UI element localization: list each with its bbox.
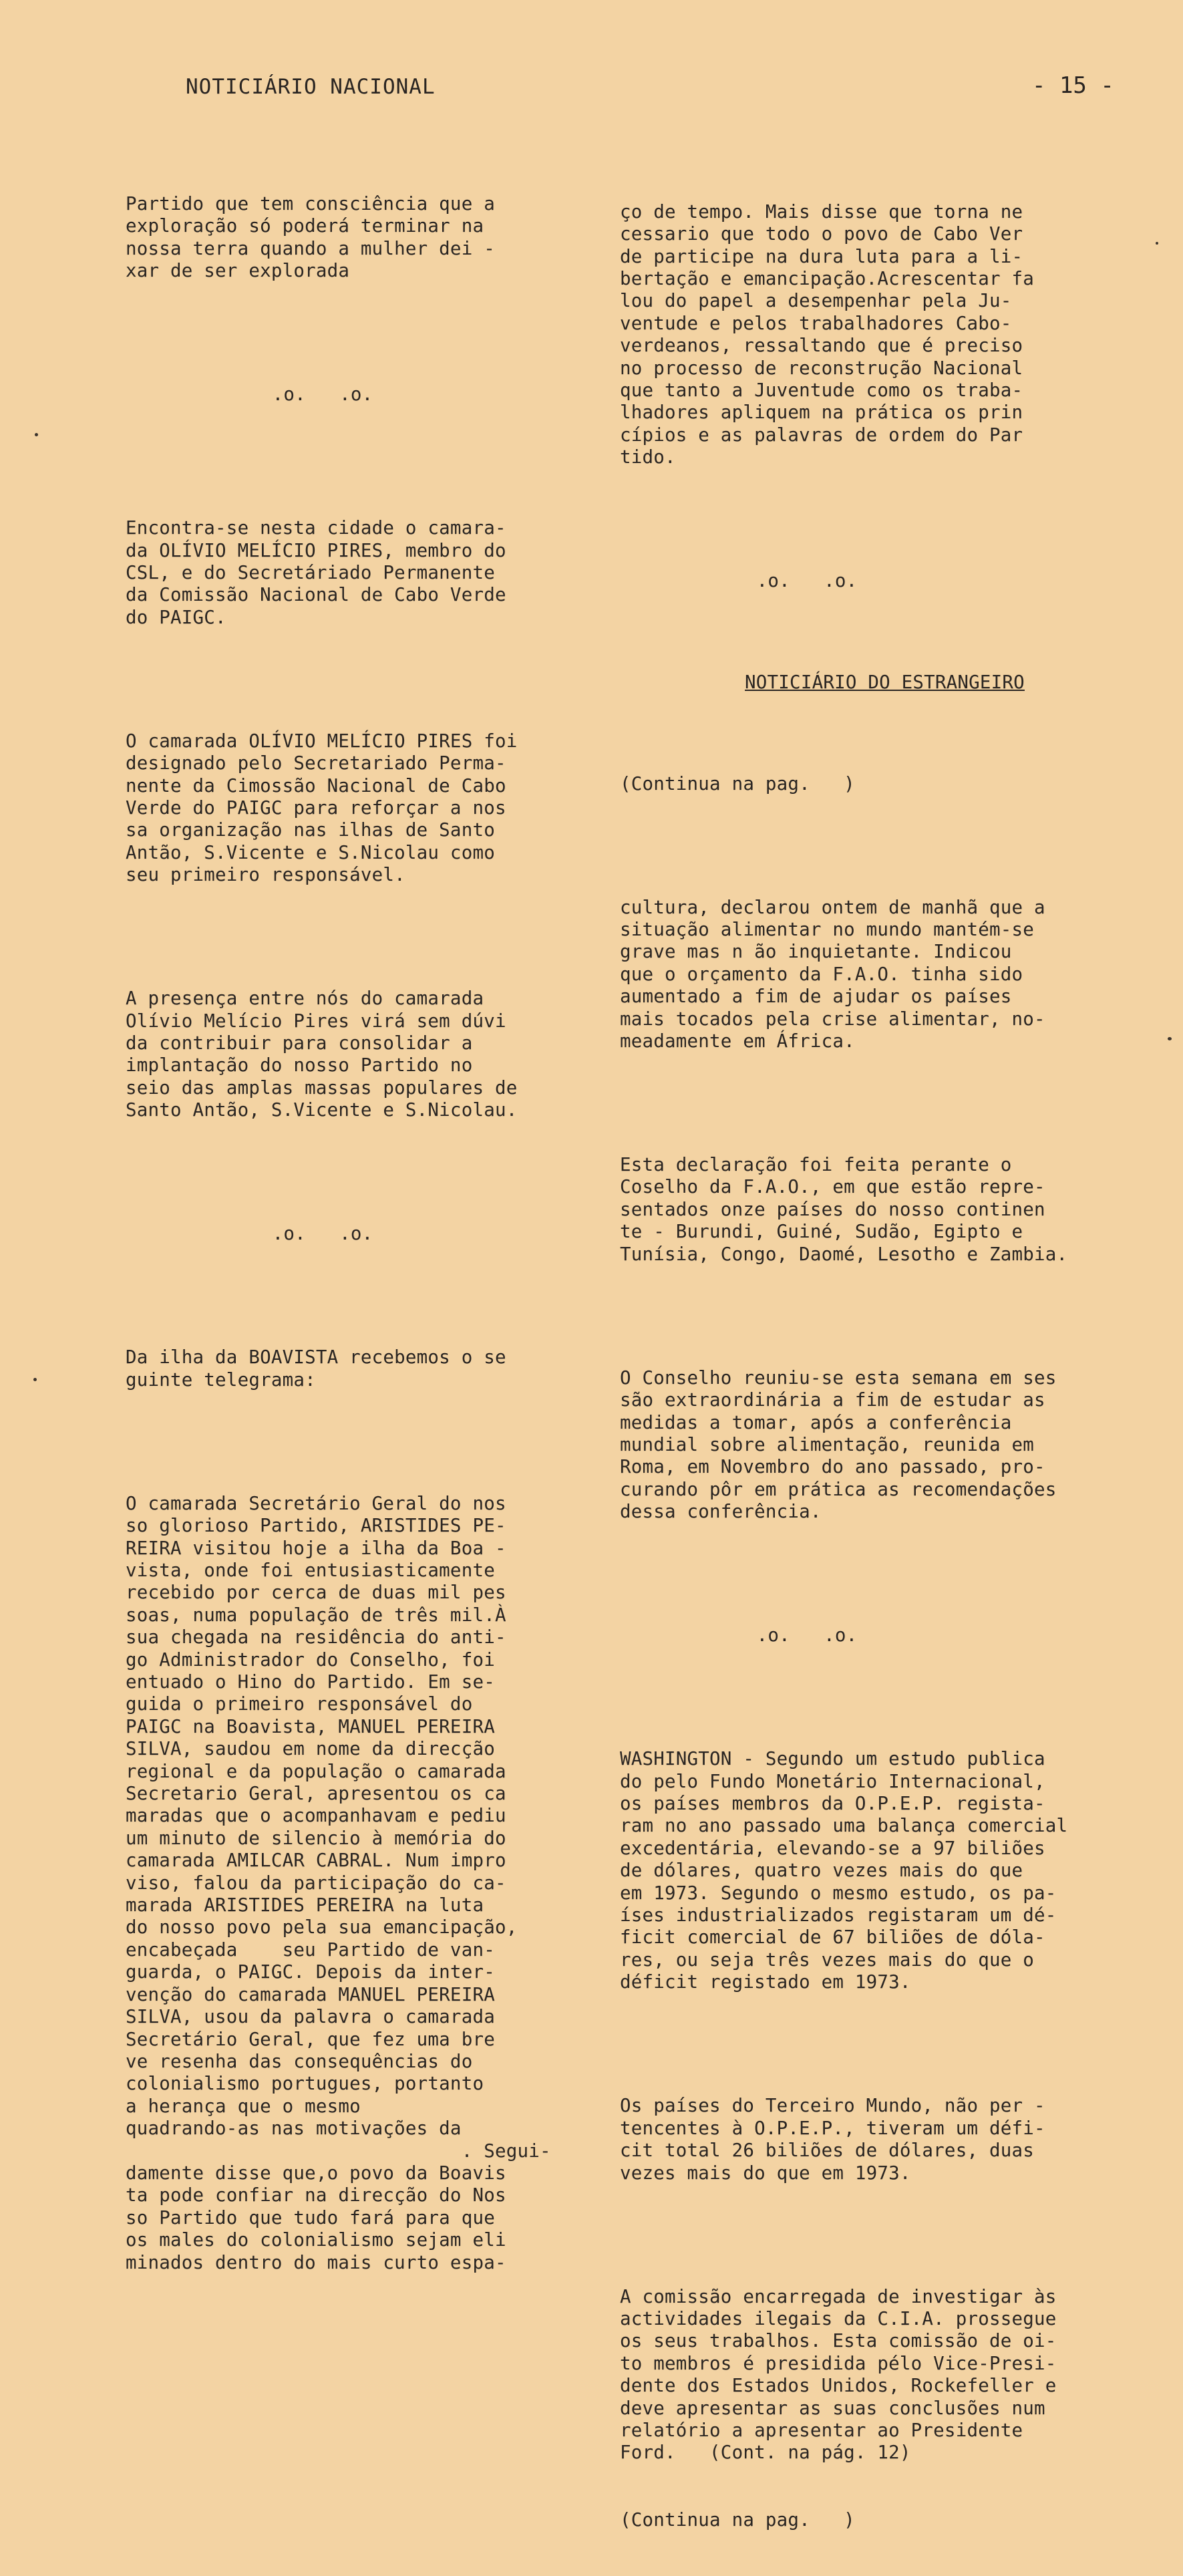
paragraph bbox=[620, 897, 1114, 1053]
text-line: os países membros da O.P.E.P. regista- bbox=[620, 1793, 1045, 1815]
text-line: do nosso povo pela sua emancipação, bbox=[126, 1916, 518, 1939]
text-line: curando pôr em prática as recomendações bbox=[620, 1478, 1057, 1500]
text-line: designado pelo Secretariado Perma- bbox=[126, 752, 506, 774]
text-line: colonialismo portugues, portanto bbox=[126, 2073, 484, 2095]
paragraph bbox=[620, 1367, 1114, 1524]
text-line: os seus trabalhos. Esta comissão de oi- bbox=[620, 2330, 1057, 2352]
scan-speck bbox=[1168, 1037, 1172, 1040]
text-line: do pelo Fundo Monetário Internacional, bbox=[620, 1770, 1045, 1792]
right-column bbox=[620, 156, 1114, 2576]
text-line: ve resenha das consequências do bbox=[126, 2050, 473, 2072]
text-line: viso, falou da participação do ca- bbox=[126, 1872, 506, 1894]
text-line: Ford. (Cont. na pág. 12) bbox=[620, 2442, 911, 2464]
text-line: SILVA, usou da palavra o camarada bbox=[126, 2006, 495, 2028]
text-line: maradas que o acompanhavam e pediu bbox=[126, 1805, 506, 1827]
text-line: Santo Antão, S.Vicente e S.Nicolau. bbox=[126, 1099, 518, 1121]
text-line: marada ARISTIDES PEREIRA na luta bbox=[126, 1894, 484, 1916]
text-line: so glorioso Partido, ARISTIDES PE- bbox=[126, 1515, 506, 1537]
paragraph bbox=[126, 1346, 607, 1391]
text-line: de participe na dura luta para a li- bbox=[620, 245, 1023, 267]
text-line: dente dos Estados Unidos, Rockefeller e bbox=[620, 2375, 1057, 2397]
page-number: - 15 - bbox=[1032, 72, 1114, 99]
text-line: da OLÍVIO MELÍCIO PIRES, membro do bbox=[126, 539, 506, 561]
text-line: seio das amplas massas populares de bbox=[126, 1077, 518, 1099]
section-title: NOTICIÁRIO NACIONAL bbox=[186, 75, 436, 99]
text-line: Da ilha da BOAVISTA recebemos o se bbox=[126, 1346, 506, 1369]
text-line: O camarada Secretário Geral do nos bbox=[126, 1492, 506, 1514]
text-line: camarada AMILCAR CABRAL. Num impro bbox=[126, 1850, 506, 1872]
text-line: verdeanos, ressaltando que é preciso bbox=[620, 335, 1023, 357]
separator: .o. .o. bbox=[272, 1223, 373, 1245]
text-line: deve apresentar as suas conclusões num bbox=[620, 2397, 1045, 2419]
text-line: te - Burundi, Guiné, Sudão, Egipto e bbox=[620, 1221, 1023, 1243]
text-line: soas, numa população de três mil.À bbox=[126, 1604, 506, 1626]
text-line: Os países do Terceiro Mundo, não per - bbox=[620, 2095, 1045, 2117]
paragraph bbox=[126, 517, 607, 629]
scan-speck bbox=[35, 433, 38, 436]
text-line: ficit comercial de 67 biliões de dóla- bbox=[620, 1926, 1045, 1949]
text-line: da Comissão Nacional de Cabo Verde bbox=[126, 584, 506, 606]
text-line: quadrando-as nas motivações da bbox=[126, 2118, 462, 2140]
text-line: exploração só poderá terminar na bbox=[126, 215, 484, 237]
text-line: O Conselho reuniu-se esta semana em ses bbox=[620, 1367, 1057, 1389]
text-line: SILVA, saudou em nome da direcção bbox=[126, 1738, 495, 1760]
text-line: grave mas n ão inquietante. Indicou bbox=[620, 941, 1012, 963]
text-line: cultura, declarou ontem de manhã que a bbox=[620, 896, 1045, 918]
text-line: minados dentro do mais curto espa- bbox=[126, 2251, 506, 2273]
paragraph bbox=[620, 2095, 1114, 2184]
text-line: damente disse que,o povo da Boavis bbox=[126, 2162, 506, 2184]
text-line: vezes mais do que em 1973. bbox=[620, 2162, 911, 2184]
text-line: actividades ilegais da C.I.A. prossegue bbox=[620, 2307, 1057, 2329]
text-line: íses industrializados registaram um dé- bbox=[620, 1904, 1057, 1926]
text-line: mais tocados pela crise alimentar, no- bbox=[620, 1008, 1045, 1030]
text-line: entuado o Hino do Partido. Em se- bbox=[126, 1671, 495, 1693]
text-line: recebido por cerca de duas mil pes bbox=[126, 1582, 506, 1604]
separator: .o. .o. bbox=[756, 570, 858, 592]
text-line: Encontra-se nesta cidade o camara- bbox=[126, 517, 506, 539]
text-line: res, ou seja três vezes mais do que o bbox=[620, 1949, 1034, 1971]
text-line: situação alimentar no mundo mantém-se bbox=[620, 919, 1034, 940]
text-line: Secretário Geral, que fez uma bre bbox=[126, 2028, 495, 2050]
text-line: REIRA visitou hoje a ilha da Boa - bbox=[126, 1537, 506, 1559]
continua-note: (Continua na pag. ) bbox=[620, 2509, 855, 2531]
separator: .o. .o. bbox=[272, 384, 373, 406]
text-line: aumentado a fim de ajudar os países bbox=[620, 986, 1012, 1008]
text-line: ta pode confiar na direcção do Nos bbox=[126, 2184, 506, 2206]
text-line: so Partido que tudo fará para que bbox=[126, 2206, 495, 2229]
paragraph bbox=[620, 1154, 1114, 1266]
text-line: Verde do PAIGC para reforçar a nos bbox=[126, 797, 506, 819]
text-line: Partido que tem consciência que a bbox=[126, 192, 495, 214]
text-line: sua chegada na residência do anti- bbox=[126, 1626, 506, 1649]
text-line: O camarada OLÍVIO MELÍCIO PIRES foi bbox=[126, 730, 518, 752]
text-line: cípios e as palavras de ordem do Par bbox=[620, 424, 1023, 446]
paragraph bbox=[126, 988, 607, 1121]
text-line: venção do camarada MANUEL PEREIRA bbox=[126, 1983, 495, 2005]
text-line: encabeçada seu Partido de van- bbox=[126, 1939, 495, 1961]
text-line: ço de tempo. Mais disse que torna ne bbox=[620, 200, 1023, 223]
text-line: guarda, o PAIGC. Depois da inter- bbox=[126, 1961, 495, 1983]
foreign-news-title: NOTICIÁRIO DO ESTRANGEIRO bbox=[745, 671, 1025, 693]
text-line: to membros é presidida pélo Vice-Presi- bbox=[620, 2352, 1057, 2374]
text-line: medidas a tomar, após a conferência bbox=[620, 1411, 1012, 1433]
text-line: a herança que o mesmo bbox=[126, 2095, 361, 2117]
text-line: A comissão encarregada de investigar às bbox=[620, 2285, 1057, 2307]
scan-speck bbox=[33, 1378, 37, 1381]
text-line: são extraordinária a fim de estudar as bbox=[620, 1389, 1045, 1411]
text-line: . Segui- bbox=[126, 2140, 551, 2162]
text-line: A presença entre nós do camarada bbox=[126, 988, 484, 1010]
text-line: que tanto a Juventude como os traba- bbox=[620, 380, 1023, 402]
text-line: lou do papel a desempenhar pela Ju- bbox=[620, 290, 1012, 312]
text-line: Coselho da F.A.O., em que estão repre- bbox=[620, 1176, 1045, 1198]
text-line: nente da Cimossão Nacional de Cabo bbox=[126, 774, 506, 797]
text-line: Olívio Melício Pires virá sem dúvi bbox=[126, 1010, 506, 1032]
text-line: xar de ser explorada bbox=[126, 260, 350, 282]
text-line: vista, onde foi entusiasticamente bbox=[126, 1559, 495, 1581]
text-line: Esta declaração foi feita perante o bbox=[620, 1154, 1012, 1176]
text-line: Tunísia, Congo, Daomé, Lesotho e Zambia. bbox=[620, 1243, 1068, 1265]
paragraph bbox=[620, 1748, 1114, 1993]
text-line: bertação e emancipação.Acrescentar fa bbox=[620, 268, 1034, 290]
text-line: go Administrador do Conselho, foi bbox=[126, 1649, 495, 1671]
text-line: lhadores apliquem na prática os prin bbox=[620, 402, 1023, 424]
text-line: de dólares, quatro vezes mais do que bbox=[620, 1860, 1023, 1882]
scan-speck bbox=[1156, 242, 1158, 245]
text-line: um minuto de silencio à memória do bbox=[126, 1827, 506, 1849]
text-line: Roma, em Novembro do ano passado, pro- bbox=[620, 1456, 1045, 1478]
paragraph bbox=[126, 730, 607, 887]
text-line: guinte telegrama: bbox=[126, 1369, 316, 1391]
paragraph bbox=[126, 1493, 607, 2274]
text-line: relatório a apresentar ao Presidente bbox=[620, 2420, 1023, 2441]
text-line: regional e da população o camarada bbox=[126, 1760, 506, 1782]
text-line: guida o primeiro responsável do bbox=[126, 1693, 473, 1715]
text-line: tencentes à O.P.E.P., tiveram um défi- bbox=[620, 2117, 1045, 2139]
text-line: dessa conferência. bbox=[620, 1501, 822, 1523]
text-line: cessario que todo o povo de Cabo Ver bbox=[620, 223, 1023, 245]
text-line: da contribuir para consolidar a bbox=[126, 1032, 473, 1054]
text-line: que o orçamento da F.A.O. tinha sido bbox=[620, 963, 1023, 985]
continua-note: (Continua na pag. ) bbox=[620, 772, 855, 795]
text-line: nossa terra quando a mulher dei - bbox=[126, 237, 495, 259]
text-line: em 1973. Segundo o mesmo estudo, os pa- bbox=[620, 1882, 1057, 1904]
text-line: Secretario Geral, apresentou os ca bbox=[126, 1783, 506, 1805]
text-line: ventude e pelos trabalhadores Cabo- bbox=[620, 312, 1012, 334]
text-line: sentados onze países do nosso continen bbox=[620, 1198, 1045, 1220]
text-line: tido. bbox=[620, 446, 676, 468]
text-line: déficit registado em 1973. bbox=[620, 1971, 911, 1993]
text-line: excedentária, elevando-se a 97 biliões bbox=[620, 1837, 1045, 1859]
text-line: meadamente em África. bbox=[620, 1030, 855, 1052]
text-line: mundial sobre alimentação, reunida em bbox=[620, 1433, 1034, 1455]
text-line: no processo de reconstrução Nacional bbox=[620, 357, 1023, 379]
separator: .o. .o. bbox=[756, 1624, 858, 1647]
text-line: Antão, S.Vicente e S.Nicolau como bbox=[126, 841, 495, 863]
text-line: seu primeiro responsável. bbox=[126, 864, 405, 886]
left-column bbox=[126, 148, 607, 2319]
text-line: implantação do nosso Partido no bbox=[126, 1054, 473, 1077]
text-line: do PAIGC. bbox=[126, 606, 226, 628]
text-line: cit total 26 biliões de dólares, duas bbox=[620, 2140, 1034, 2162]
paragraph bbox=[620, 2286, 1114, 2464]
paragraph bbox=[126, 193, 607, 283]
text-line: ram no ano passado uma balança comercial bbox=[620, 1815, 1068, 1837]
text-line: WASHINGTON - Segundo um estudo publica bbox=[620, 1748, 1045, 1770]
text-line: PAIGC na Boavista, MANUEL PEREIRA bbox=[126, 1715, 495, 1737]
text-line: os males do colonialismo sejam eli bbox=[126, 2229, 506, 2251]
paragraph bbox=[620, 201, 1114, 469]
text-line: CSL, e do Secretáriado Permanente bbox=[126, 561, 495, 583]
text-line: sa organização nas ilhas de Santo bbox=[126, 819, 495, 841]
